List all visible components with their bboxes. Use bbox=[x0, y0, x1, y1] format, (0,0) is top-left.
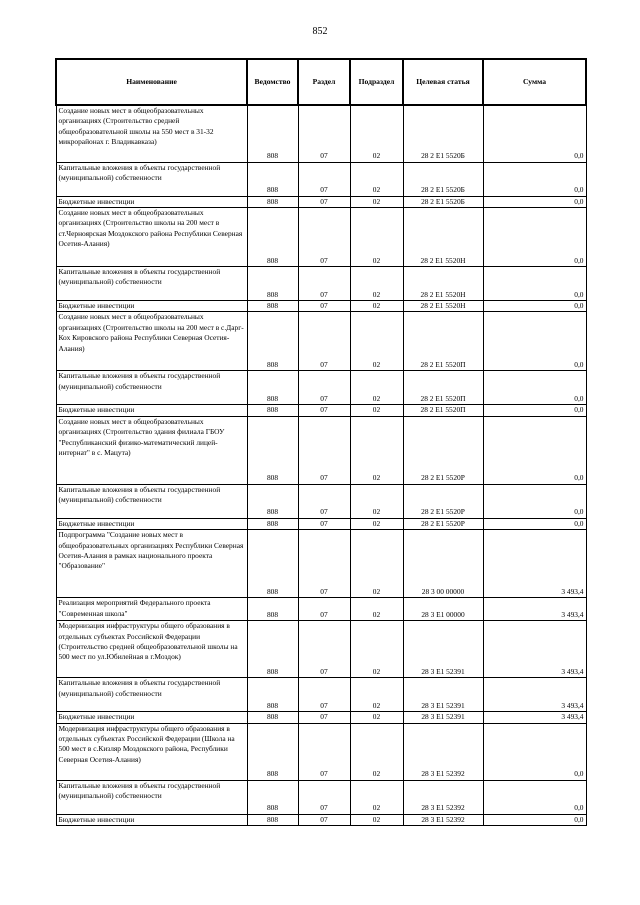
cell-ved: 808 bbox=[247, 371, 298, 405]
cell-podrazdel: 02 bbox=[350, 312, 403, 371]
cell-podrazdel: 02 bbox=[350, 207, 403, 266]
cell-ved: 808 bbox=[247, 105, 298, 162]
cell-summa: 0,0 bbox=[483, 371, 586, 405]
cell-ved: 808 bbox=[247, 723, 298, 780]
cell-name: Подпрограмма "Создание новых мест в общеобразовательных организациях Республики Северная Осетия-Алания в рамках национального проекта "Образование" bbox=[56, 530, 247, 598]
cell-summa: 0,0 bbox=[483, 405, 586, 416]
cell-podrazdel: 02 bbox=[350, 416, 403, 484]
cell-ved: 808 bbox=[247, 814, 298, 825]
cell-summa: 0,0 bbox=[483, 207, 586, 266]
cell-summa: 0,0 bbox=[483, 814, 586, 825]
cell-name: Модернизация инфраструктуры общего образования в отдельных субъектах Российской Федерации (Школа на 500 мест в с.Кизляр Моздокского района, Республики Северная Осетия-Алания) bbox=[56, 723, 247, 780]
cell-razdel: 07 bbox=[298, 312, 350, 371]
cell-summa: 0,0 bbox=[483, 105, 586, 162]
cell-name: Капитальные вложения в объекты государственной (муниципальной) собственности bbox=[56, 484, 247, 518]
cell-summa: 0,0 bbox=[483, 266, 586, 300]
cell-name: Бюджетные инвестиции bbox=[56, 405, 247, 416]
cell-ved: 808 bbox=[247, 207, 298, 266]
cell-razdel: 07 bbox=[298, 405, 350, 416]
cell-celevaya: 28 3 E1 52392 bbox=[403, 814, 483, 825]
cell-summa: 0,0 bbox=[483, 416, 586, 484]
cell-ved: 808 bbox=[247, 678, 298, 712]
table-header bbox=[56, 59, 586, 105]
cell-razdel: 07 bbox=[298, 621, 350, 678]
table-row bbox=[56, 598, 586, 621]
cell-podrazdel: 02 bbox=[350, 723, 403, 780]
cell-razdel: 07 bbox=[298, 712, 350, 723]
cell-name: Бюджетные инвестиции bbox=[56, 196, 247, 207]
header-razdel: Раздел bbox=[298, 59, 350, 105]
cell-name: Бюджетные инвестиции bbox=[56, 814, 247, 825]
cell-podrazdel: 02 bbox=[350, 678, 403, 712]
cell-podrazdel: 02 bbox=[350, 780, 403, 814]
cell-celevaya: 28 3 E1 52391 bbox=[403, 678, 483, 712]
cell-name: Реализация мероприятий Федерального проекта "Современная школа" bbox=[56, 598, 247, 621]
cell-name: Создание новых мест в общеобразовательных организациях (Строительство здания филиала ГБОУ "Республиканский физико-математический лицей-интернат" в с. Мацута) bbox=[56, 416, 247, 484]
cell-celevaya: 28 2 E1 5520П bbox=[403, 405, 483, 416]
cell-celevaya: 28 2 E1 5520Б bbox=[403, 105, 483, 162]
cell-name: Создание новых мест в общеобразовательных организациях (Строительство средней общеобразовательной школы на 550 мест в 31-32 микрорайонах г. Владикавказа) bbox=[56, 105, 247, 162]
cell-podrazdel: 02 bbox=[350, 405, 403, 416]
cell-summa: 3 493,4 bbox=[483, 621, 586, 678]
cell-name: Бюджетные инвестиции bbox=[56, 300, 247, 311]
cell-ved: 808 bbox=[247, 484, 298, 518]
cell-ved: 808 bbox=[247, 780, 298, 814]
cell-razdel: 07 bbox=[298, 196, 350, 207]
cell-celevaya: 28 3 E1 52391 bbox=[403, 712, 483, 723]
cell-razdel: 07 bbox=[298, 780, 350, 814]
header-celevaya: Целевая статья bbox=[403, 59, 483, 105]
table-row bbox=[56, 416, 586, 484]
cell-razdel: 07 bbox=[298, 723, 350, 780]
table-row bbox=[56, 723, 586, 780]
cell-ved: 808 bbox=[247, 712, 298, 723]
page-number: 852 bbox=[312, 26, 328, 37]
cell-ved: 808 bbox=[247, 196, 298, 207]
cell-summa: 3 493,4 bbox=[483, 598, 586, 621]
cell-celevaya: 28 2 E1 5520Р bbox=[403, 518, 483, 529]
table-row bbox=[56, 300, 586, 311]
cell-summa: 0,0 bbox=[483, 196, 586, 207]
cell-ved: 808 bbox=[247, 518, 298, 529]
cell-celevaya: 28 3 E1 52391 bbox=[403, 621, 483, 678]
cell-razdel: 07 bbox=[298, 484, 350, 518]
cell-celevaya: 28 2 E1 5520Р bbox=[403, 416, 483, 484]
table-row bbox=[56, 312, 586, 371]
cell-ved: 808 bbox=[247, 598, 298, 621]
cell-name: Бюджетные инвестиции bbox=[56, 518, 247, 529]
table-row bbox=[56, 371, 586, 405]
budget-table bbox=[55, 58, 587, 826]
header-podrazdel: Подраздел bbox=[350, 59, 403, 105]
table-row bbox=[56, 780, 586, 814]
header-ved: Ведомство bbox=[247, 59, 298, 105]
cell-ved: 808 bbox=[247, 300, 298, 311]
cell-razdel: 07 bbox=[298, 105, 350, 162]
cell-ved: 808 bbox=[247, 266, 298, 300]
table-row bbox=[56, 484, 586, 518]
table-row bbox=[56, 530, 586, 598]
cell-ved: 808 bbox=[247, 530, 298, 598]
cell-podrazdel: 02 bbox=[350, 484, 403, 518]
cell-celevaya: 28 3 E1 52392 bbox=[403, 780, 483, 814]
cell-celevaya: 28 3 E1 52392 bbox=[403, 723, 483, 780]
cell-podrazdel: 02 bbox=[350, 598, 403, 621]
cell-summa: 0,0 bbox=[483, 780, 586, 814]
cell-podrazdel: 02 bbox=[350, 621, 403, 678]
table-row bbox=[56, 678, 586, 712]
cell-name: Капитальные вложения в объекты государственной (муниципальной) собственности bbox=[56, 371, 247, 405]
cell-name: Капитальные вложения в объекты государственной (муниципальной) собственности bbox=[56, 780, 247, 814]
table-row bbox=[56, 196, 586, 207]
cell-summa: 0,0 bbox=[483, 162, 586, 196]
cell-razdel: 07 bbox=[298, 416, 350, 484]
cell-summa: 0,0 bbox=[483, 312, 586, 371]
cell-razdel: 07 bbox=[298, 518, 350, 529]
table-row bbox=[56, 266, 586, 300]
cell-razdel: 07 bbox=[298, 300, 350, 311]
cell-podrazdel: 02 bbox=[350, 530, 403, 598]
cell-ved: 808 bbox=[247, 405, 298, 416]
table-row bbox=[56, 621, 586, 678]
cell-razdel: 07 bbox=[298, 598, 350, 621]
cell-celevaya: 28 3 E1 00000 bbox=[403, 598, 483, 621]
cell-summa: 0,0 bbox=[483, 723, 586, 780]
cell-celevaya: 28 2 E1 5520Р bbox=[403, 484, 483, 518]
table-row bbox=[56, 712, 586, 723]
cell-summa: 0,0 bbox=[483, 484, 586, 518]
cell-ved: 808 bbox=[247, 416, 298, 484]
cell-summa: 3 493,4 bbox=[483, 530, 586, 598]
cell-celevaya: 28 2 E1 5520Н bbox=[403, 266, 483, 300]
table-row bbox=[56, 814, 586, 825]
cell-summa: 3 493,4 bbox=[483, 712, 586, 723]
cell-celevaya: 28 2 E1 5520Н bbox=[403, 207, 483, 266]
cell-ved: 808 bbox=[247, 621, 298, 678]
cell-razdel: 07 bbox=[298, 371, 350, 405]
cell-razdel: 07 bbox=[298, 207, 350, 266]
cell-name: Капитальные вложения в объекты государственной (муниципальной) собственности bbox=[56, 266, 247, 300]
cell-podrazdel: 02 bbox=[350, 518, 403, 529]
cell-razdel: 07 bbox=[298, 266, 350, 300]
table-row bbox=[56, 518, 586, 529]
cell-ved: 808 bbox=[247, 312, 298, 371]
cell-podrazdel: 02 bbox=[350, 105, 403, 162]
cell-celevaya: 28 2 E1 5520Н bbox=[403, 300, 483, 311]
table-row bbox=[56, 105, 586, 162]
cell-razdel: 07 bbox=[298, 530, 350, 598]
cell-summa: 0,0 bbox=[483, 518, 586, 529]
header-summa: Сумма bbox=[483, 59, 586, 105]
cell-name: Капитальные вложения в объекты государственной (муниципальной) собственности bbox=[56, 678, 247, 712]
cell-podrazdel: 02 bbox=[350, 814, 403, 825]
cell-podrazdel: 02 bbox=[350, 266, 403, 300]
cell-podrazdel: 02 bbox=[350, 371, 403, 405]
header-name: Наименование bbox=[56, 59, 247, 105]
cell-name: Модернизация инфраструктуры общего образования в отдельных субъектах Российской Федерации (Строительство средней общеобразовательной школы на 500 мест по ул.Юбилейная в г.Моздок) bbox=[56, 621, 247, 678]
cell-celevaya: 28 3 00 00000 bbox=[403, 530, 483, 598]
table-row bbox=[56, 405, 586, 416]
cell-celevaya: 28 2 E1 5520Б bbox=[403, 162, 483, 196]
cell-celevaya: 28 2 E1 5520П bbox=[403, 312, 483, 371]
cell-summa: 3 493,4 bbox=[483, 678, 586, 712]
cell-podrazdel: 02 bbox=[350, 300, 403, 311]
cell-podrazdel: 02 bbox=[350, 712, 403, 723]
cell-name: Капитальные вложения в объекты государственной (муниципальной) собственности bbox=[56, 162, 247, 196]
cell-ved: 808 bbox=[247, 162, 298, 196]
cell-name: Создание новых мест в общеобразовательных организациях (Строительство школы на 200 мест в с.Дарг-Кох Кировского района Республики Северная Осетия-Алания) bbox=[56, 312, 247, 371]
cell-razdel: 07 bbox=[298, 678, 350, 712]
table-row bbox=[56, 162, 586, 196]
cell-podrazdel: 02 bbox=[350, 162, 403, 196]
cell-podrazdel: 02 bbox=[350, 196, 403, 207]
cell-razdel: 07 bbox=[298, 162, 350, 196]
cell-name: Бюджетные инвестиции bbox=[56, 712, 247, 723]
cell-summa: 0,0 bbox=[483, 300, 586, 311]
table-body bbox=[56, 105, 586, 825]
table-row bbox=[56, 207, 586, 266]
cell-razdel: 07 bbox=[298, 814, 350, 825]
cell-name: Создание новых мест в общеобразовательных организациях (Строительство школы на 200 мест в ст.Черноярская Моздокского района Республики Северная Осетия-Алания) bbox=[56, 207, 247, 266]
cell-celevaya: 28 2 E1 5520Б bbox=[403, 196, 483, 207]
cell-celevaya: 28 2 E1 5520П bbox=[403, 371, 483, 405]
